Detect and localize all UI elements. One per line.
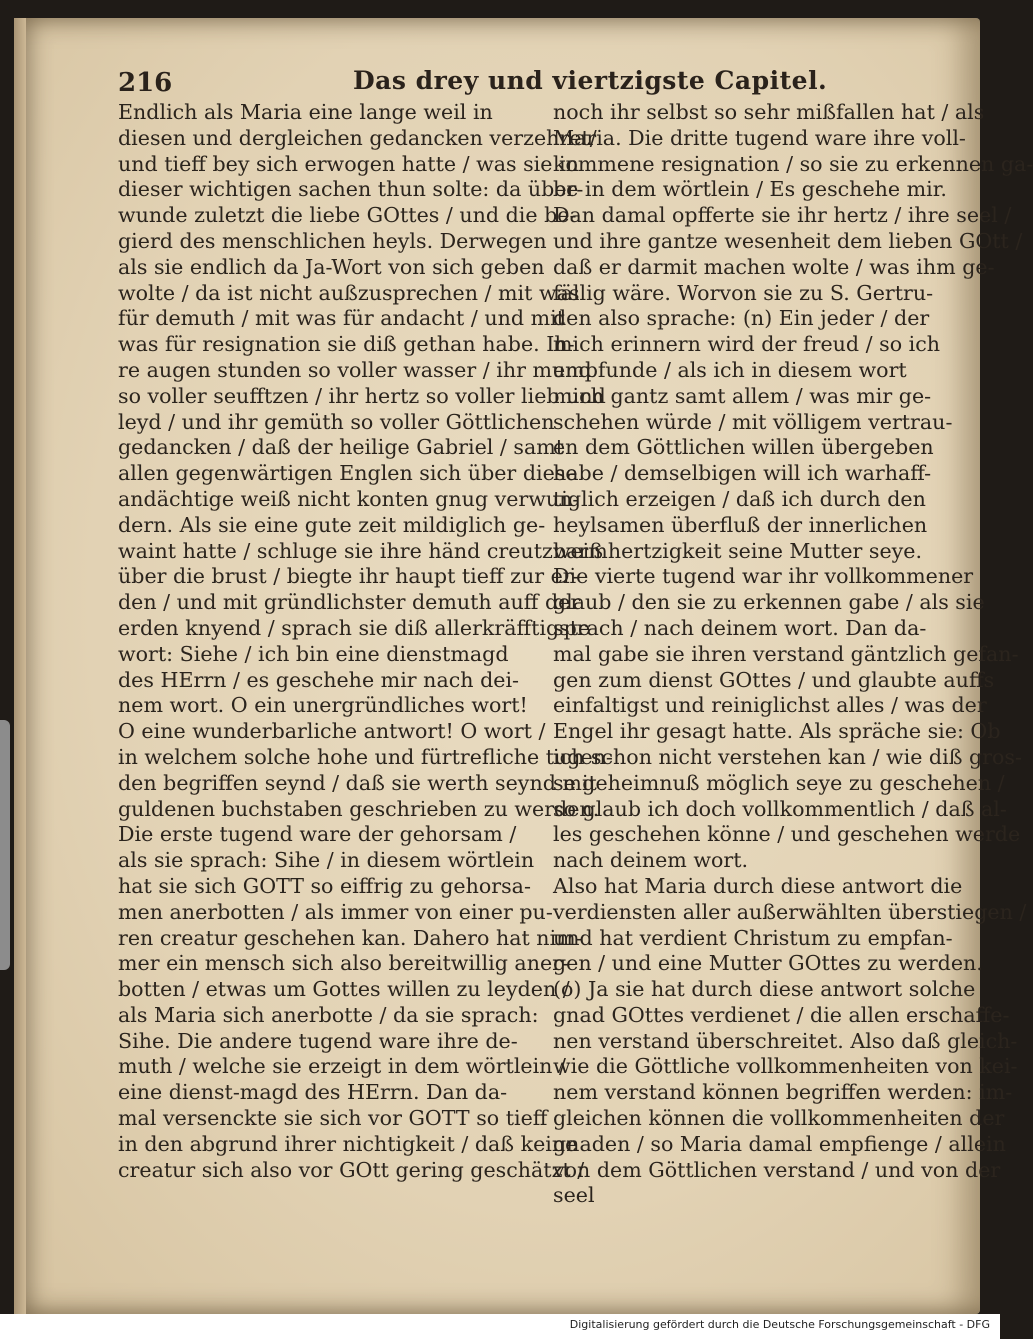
text-line: eine dienst-magd des HErrn. Dan da-	[118, 1080, 508, 1105]
text-line: allen gegenwärtigen Englen sich über diese	[118, 461, 578, 486]
running-title: Das drey und viertzigste Capitel.	[353, 66, 828, 95]
text-line: gedancken / daß der heilige Gabriel / samt	[118, 435, 565, 460]
text-line: gen / und eine Mutter GOttes zu werden.	[553, 951, 983, 976]
text-line: dieser wichtigen sachen thun solte: da über-	[118, 177, 584, 202]
text-line: diesen und dergleichen gedancken verzehret/	[118, 125, 597, 150]
text-line: so glaub ich doch vollkommentlich / daß al-	[553, 796, 1007, 821]
text-line: und hat verdient Christum zu empfan-	[553, 925, 953, 950]
text-line: gnad GOttes verdienet / die allen erschaffe-	[553, 1002, 1010, 1027]
text-line: den also sprache: (n) Ein jeder / der	[553, 306, 930, 331]
text-line: be in dem wörtlein / Es geschehe mir.	[553, 177, 947, 202]
text-line: erden knyend / sprach sie diß allerkräfftigste	[118, 615, 591, 640]
text-line: en dem Göttlichen willen übergeben	[553, 435, 934, 460]
text-line: leyd / und ihr gemüth so voller Göttlichen	[118, 409, 555, 434]
footer-bar	[0, 1314, 1000, 1339]
text-line: mal versenckte sie sich vor GOTT so tieff	[118, 1106, 548, 1131]
text-line: noch ihr selbst so sehr mißfallen hat / als	[553, 100, 985, 124]
text-line: mer ein mensch sich also bereitwillig aner-	[118, 951, 569, 976]
text-line: wie die Göttliche vollkommenheiten von kei-	[553, 1054, 1018, 1079]
text-line: waint hatte / schluge sie ihre händ creutzweiß	[118, 538, 603, 563]
text-line: seel	[553, 1183, 595, 1208]
text-line: so voller seufftzen / ihr hertz so voller lieb und	[118, 383, 606, 408]
text-line: hat sie sich GOTT so eiffrig zu gehorsa-	[118, 873, 531, 898]
footer-credit: Digitalisierung gefördert durch die Deutsche Forschungsgemeinschaft - DFG	[569, 1318, 990, 1331]
text-line: über die brust / biegte ihr haupt tieff zur er-	[118, 564, 580, 589]
page-number: 216	[118, 68, 173, 98]
text-line: den / und mit gründlichster demuth auff der	[118, 590, 581, 615]
text-line: wort: Siehe / ich bin eine dienstmagd	[118, 641, 509, 666]
text-line: des HErrn / es geschehe mir nach dei-	[118, 667, 519, 692]
text-line: gleichen können die vollkommenheiten der	[553, 1106, 1005, 1131]
text-line: tiglich erzeigen / daß ich durch den	[553, 486, 926, 511]
text-line: und tieff bey sich erwogen hatte / was sie in	[118, 151, 579, 176]
text-line: wolte / da ist nicht außzusprechen / mit was	[118, 280, 580, 305]
text-line: creatur sich also vor GOtt gering geschätzt /	[118, 1157, 585, 1182]
text-line: empfunde / als ich in diesem wort	[553, 357, 907, 382]
text-line: in welchem solche hohe und fürtrefliche tugen-	[118, 744, 613, 769]
text-line: Also hat Maria durch diese antwort die	[553, 873, 963, 898]
text-line: schehen würde / mit völligem vertrau-	[553, 409, 953, 434]
text-line: Maria. Die dritte tugend ware ihre voll-	[553, 125, 966, 150]
text-line: als sie endlich da Ja-Wort von sich geben	[118, 254, 545, 279]
text-line: mich gantz samt allem / was mir ge-	[553, 383, 932, 408]
text-line: nen verstand überschreitet. Also daß gleich-	[553, 1028, 1018, 1053]
text-line: dern. Als sie eine gute zeit mildiglich ge-	[118, 512, 546, 537]
text-line: was für resignation sie diß gethan habe. Ih-	[118, 332, 575, 357]
text-line: les geschehen könne / und geschehen werde	[553, 822, 1021, 847]
text-line: in den abgrund ihrer nichtigkeit / daß keine	[118, 1131, 578, 1156]
right-text-column	[553, 100, 1033, 1209]
text-line: von dem Göttlichen verstand / und von der	[553, 1157, 1001, 1182]
text-line: Die vierte tugend war ihr vollkommener	[553, 564, 974, 589]
text-line: und ihre gantze wesenheit dem lieben GOtt /	[553, 228, 1023, 253]
text-line: nem wort. O ein unergründliches wort!	[118, 693, 528, 718]
text-line: mal gabe sie ihren verstand gäntzlich gefan-	[553, 641, 1019, 666]
page-tab-marker	[0, 720, 10, 970]
text-line: habe / demselbigen will ich warhaff-	[553, 461, 932, 486]
text-line: muth / welche sie erzeigt in dem wörtlein /	[118, 1054, 566, 1079]
text-line: gnaden / so Maria damal empfienge / allein	[553, 1131, 1006, 1156]
text-line: botten / etwas um Gottes willen zu leyden /	[118, 977, 570, 1002]
text-line: Engel ihr gesagt hatte. Als spräche sie: Ob	[553, 719, 1001, 744]
text-line: se geheimnuß möglich seye zu geschehen /	[553, 770, 1005, 795]
text-line: wunde zuletzt die liebe GOttes / und die be-	[118, 203, 577, 228]
text-line: gen zum dienst GOttes / und glaubte auffs	[553, 667, 995, 692]
text-line: kommene resignation / so sie zu erkennen ga-	[553, 151, 1033, 176]
text-line: für demuth / mit was für andacht / und mit	[118, 306, 565, 331]
text-line: verdiensten aller außerwählten überstiegen /	[553, 899, 1027, 924]
page-gutter	[14, 18, 26, 1314]
text-line: fällig wäre. Worvon sie zu S. Gertru-	[553, 280, 934, 305]
text-line: sprach / nach deinem wort. Dan da-	[553, 615, 927, 640]
text-line: als Maria sich anerbotte / da sie sprach:	[118, 1002, 539, 1027]
text-line: nach deinem wort.	[553, 848, 749, 873]
text-line: barmhertzigkeit seine Mutter seye.	[553, 538, 923, 563]
text-line: (o) Ja sie hat durch diese antwort solche	[553, 977, 976, 1002]
left-text-column	[118, 100, 613, 1183]
text-line: daß er darmit machen wolte / was ihm ge-	[553, 254, 995, 279]
text-line: Sihe. Die andere tugend ware ihre de-	[118, 1028, 518, 1053]
text-line: O eine wunderbarliche antwort! O wort /	[118, 719, 546, 744]
text-line: heylsamen überfluß der innerlichen	[553, 512, 928, 537]
text-line: men anerbotten / als immer von einer pu-	[118, 899, 553, 924]
text-line: Dan damal opfferte sie ihr hertz / ihre seel /	[553, 203, 1012, 228]
text-line: ren creatur geschehen kan. Dahero hat nim-	[118, 925, 583, 950]
text-line: ich schon nicht verstehen kan / wie diß gros-	[553, 744, 1022, 769]
text-line: gierd des menschlichen heyls. Derwegen	[118, 228, 547, 253]
text-line: den begriffen seynd / daß sie werth seynd mit	[118, 770, 597, 795]
text-line: nem verstand können begriffen werden: im-	[553, 1080, 1013, 1105]
text-line: andächtige weiß nicht konten gnug verwun-	[118, 486, 580, 511]
text-line: mich erinnern wird der freud / so ich	[553, 332, 941, 357]
text-line: glaub / den sie zu erkennen gabe / als sie	[553, 590, 985, 615]
text-line: einfaltigst und reiniglichst alles / was der	[553, 693, 987, 718]
text-line: Endlich als Maria eine lange weil in	[118, 100, 493, 124]
text-line: re augen stunden so voller wasser / ihr mund	[118, 357, 592, 382]
text-line: Die erste tugend ware der gehorsam /	[118, 822, 517, 847]
text-line: als sie sprach: Sihe / in diesem wörtlein	[118, 848, 535, 873]
text-line: guldenen buchstaben geschrieben zu werden.	[118, 796, 600, 821]
